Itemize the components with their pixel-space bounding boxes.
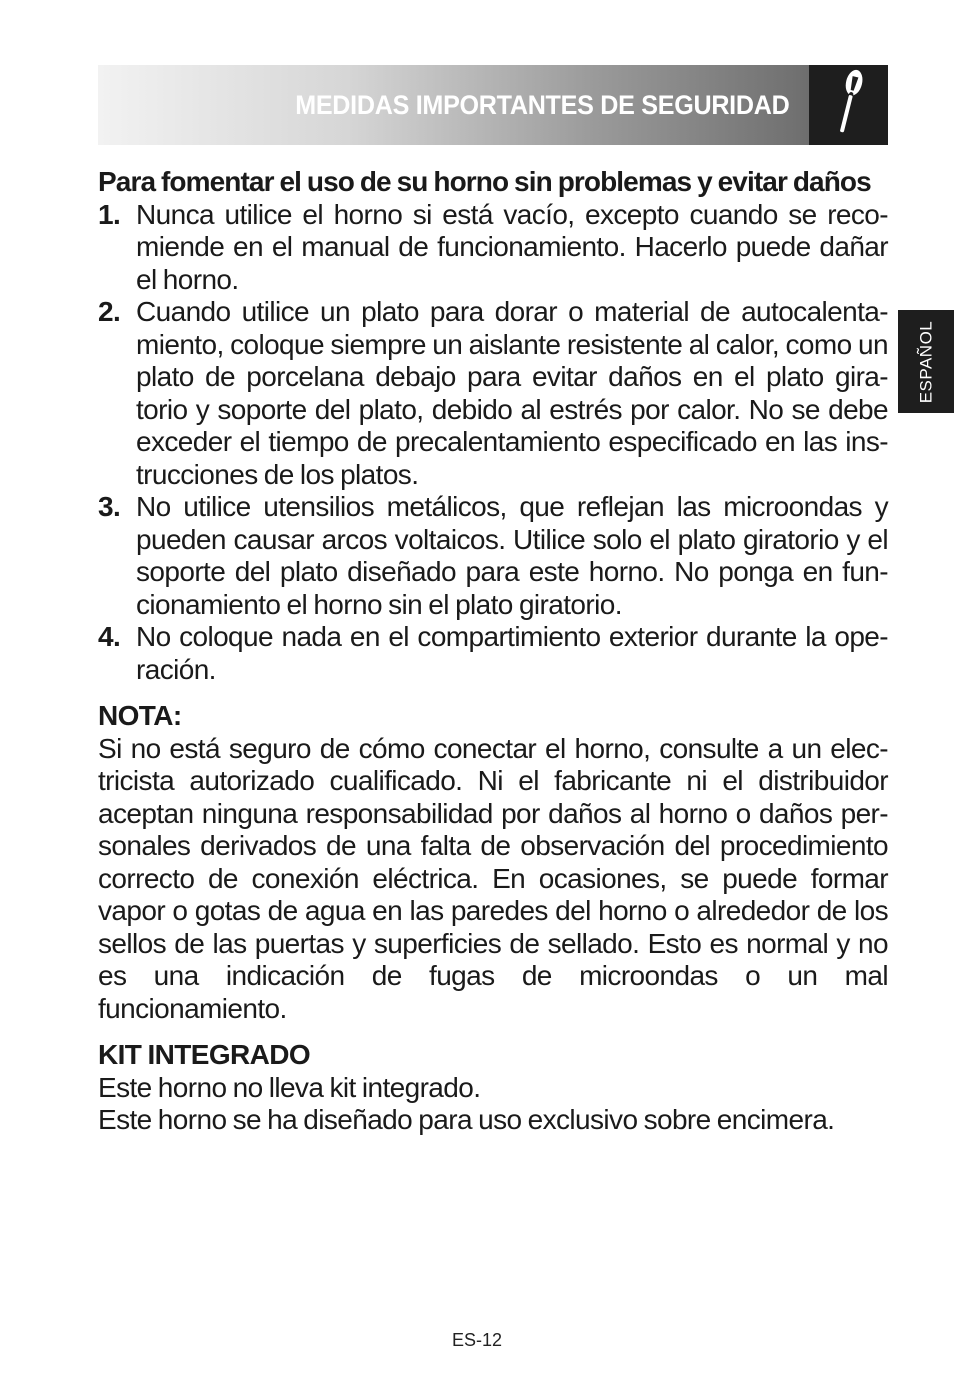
list-item-number: 3. [98,491,121,522]
language-tab-label: ESPAÑOL [916,320,935,403]
language-tab [898,310,954,413]
kit-line-1: Este horno no lleva kit integrado. [98,1071,481,1103]
intro-heading: Para fomentar el uso de su horno sin problemas y evitar daños [98,166,871,197]
list-item [98,199,888,297]
caution-icon-box [809,65,888,145]
list-item-text: Cuando utilice un plato para dorar o material de autocalenta-miento, coloque siempre un aislante resistente al calor, como un plato de porcelana debajo para evitar daños en el plato gira-torio y soporte del plato, debido al estrés por calor. No se debe exceder el tiempo de precalentamiento especificado en las ins-trucciones de los platos. [136,296,888,490]
list-item-text: Nunca utilice el horno si está vacío, excepto cuando se reco-miende en el manual de funcionamiento. Hacerlo puede dañar el horno. [136,198,888,295]
list-item [98,621,888,686]
list-item-number: 2. [98,296,121,327]
list-item [98,491,888,621]
list-item-number: 4. [98,621,121,652]
page-number: ES-12 [451,1330,503,1350]
list-item-text: No utilice utensilios metálicos, que reflejan las microondas y pueden causar arcos voltaicos. Utilice solo el plato giratorio y el soporte del plato diseñado para este horno. No ponga en fun-cionamiento el horno sin el plato giratorio. [136,491,888,620]
nota-text: Si no está seguro de cómo conectar el horno, consulte a un elec-tricista autorizado cualificado. Ni el fabricante ni el distribuidor aceptan ninguna responsabilidad por daños al horno o daños per-sonales derivados de una falta de observación del procedimiento correcto de conexión eléctrica. En ocasiones, se puede formar vapor o gotas de agua en las paredes del horno o alrededor de los sellos de las puertas y superficies de sellado. Esto es normal y no es una indicación de fugas de microondas o un mal funcionamiento. [98,732,888,1024]
nota-heading: NOTA: [98,700,182,731]
kit-line-2: Este horno se ha diseñado para uso exclusivo sobre encimera. [98,1104,835,1135]
section-header-bar [98,65,809,145]
list-item-text: No coloque nada en el compartimiento exterior durante la ope-ración. [136,621,888,685]
section-title: MEDIDAS IMPORTANTES DE SEGURIDAD [294,89,789,120]
caution-exclamation-icon [809,65,888,145]
list-item-number: 1. [98,198,121,230]
kit-heading: KIT INTEGRADO [98,1039,311,1070]
main-content [98,166,888,1137]
list-item [98,296,888,491]
safety-list [98,199,888,687]
